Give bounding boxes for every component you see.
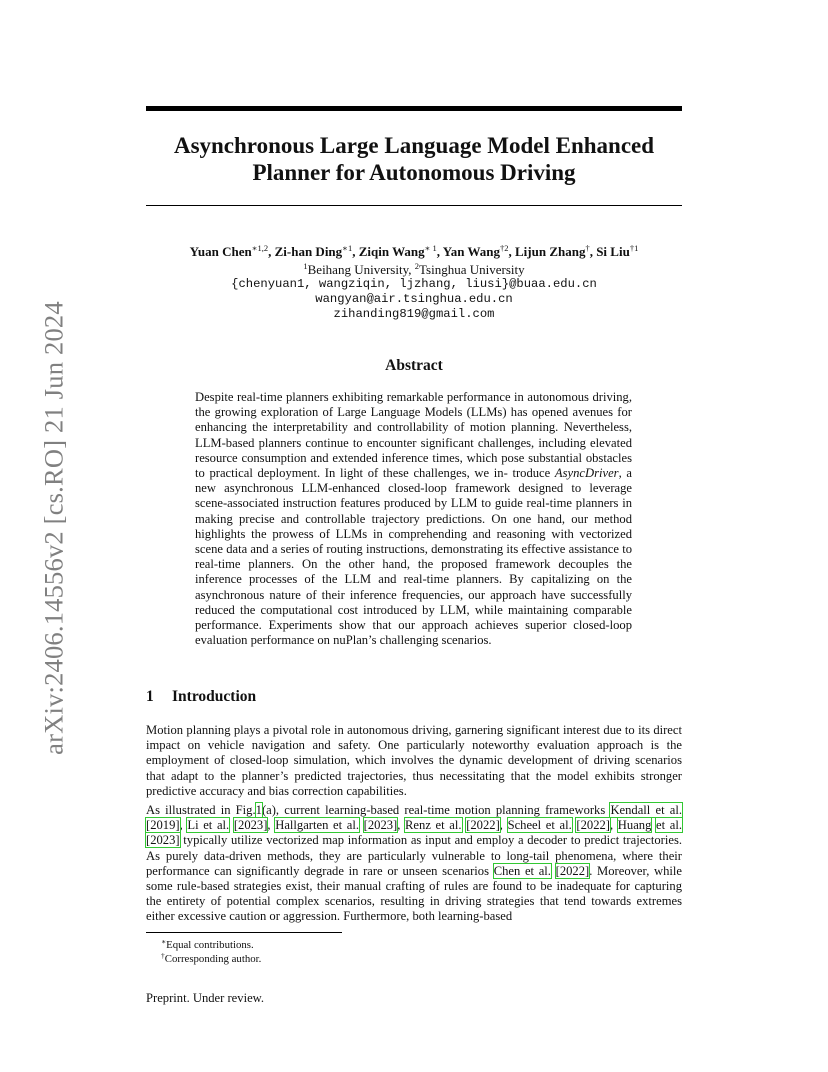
- method-name: AsyncDriver: [554, 466, 619, 481]
- citation-link[interactable]: Chen et al.: [493, 863, 551, 878]
- intro-paragraph-2: As illustrated in Fig.1(a), current learning-based real-time motion planning frameworks Kendall et al. [2019], Li et al. [2023], Hallgarten et al. [2023], Renz et al. [2022], Scheel et al. [2022], Huang et al. [2023] typically utilize vectorized map information as input and employ a decoder to predict trajectories. As purely data-driven methods, they are particularly vulnerable to long-tail phenomena, where their performance can significantly degrade in rare or unseen scenarios Chen et al. [2022]. Moreover, while some rule-based strategies exist, their manual crafting of rules are found to be inadequate for capturing the entirety of potential complex scenarios, resulting in driving strategies that tend towards extremes either excessive caution or aggression. Furthermore, both learning-based: [146, 803, 683, 924]
- email-line: {chenyuan1, wangziqin, ljzhang, liusi}@buaa.edu.cn: [231, 277, 597, 291]
- author: Si Liu$^{\dagger 1}$: [596, 243, 639, 259]
- paper-title: [146, 132, 682, 186]
- affiliations: $^1$Beihang University, $^2$Tsinghua University: [303, 261, 525, 277]
- title-line-2: Planner for Autonomous Driving: [252, 160, 576, 185]
- abstract-text: Despite real-time planners exhibiting remarkable performance in autonomous driving, the growing exploration of Large Language Models (LLMs) has opened avenues for enhancing the interpretability and controllability of motion planning. Nevertheless, LLM-based planners continue to encounter significant challenges, including elevated resource consumption and extended inference times, which pose substantial obstacles to practical deployment. In light of these challenges, we in- troduce AsyncDriver, a new asynchronous LLM-enhanced closed-loop framework designed to leverage scene-associated instruction features produced by LLM to guide real-time planners in making precise and controllable trajectory predictions. On one hand, our method highlights the prowess of LLMs in comprehending and reasoning with vectorized scene data and a series of routing instructions, demonstrating its effective assistance to real-time planners. On the other hand, the proposed framework decouples the inference processes of the LLM and real-time planners. By capitalizing on the asynchronous nature of their inference frequencies, our approach have successfully reduced the computational cost introduced by LLM, while maintaining comparable performance. Experiments show that our approach achieves superior closed-loop evaluation performance on nuPlan’s challenging scenarios.: [195, 390, 632, 648]
- email-line: zihanding819@gmail.com: [333, 307, 495, 321]
- intro-paragraph-1: Motion planning plays a pivotal role in autonomous driving, garnering significant interest due to its direct impact on vehicle navigation and safety. One particularly noteworthy evaluation approach is the employment of closed-loop simulation, which involves the dynamic development of driving scenarios that adapt to the planner’s predicted trajectories, thus necessitating that the model exhibits stronger predictive accuracy and bias correction capabilities.: [146, 723, 682, 798]
- author: Yan Wang$^{\dagger 2}$,: [442, 243, 515, 259]
- section-heading: 1 Introduction: [146, 688, 257, 705]
- citation-link[interactable]: [2022]: [466, 818, 500, 833]
- arxiv-identifier: arXiv:2406.14556v2 [cs.RO] 21 Jun 2024: [38, 301, 69, 755]
- author: Ziqin Wang$^{∗ 1}$,: [358, 243, 443, 259]
- author: Zi-han Ding$^{∗1}$,: [274, 243, 359, 259]
- citation-link[interactable]: Huang: [617, 818, 652, 833]
- citation-link[interactable]: Hallgarten et al.: [275, 818, 359, 833]
- figure-reference-link[interactable]: 1: [255, 803, 262, 817]
- preprint-note: Preprint. Under review.: [146, 991, 265, 1005]
- citation-link[interactable]: Renz et al.: [405, 818, 462, 833]
- citation-link[interactable]: [2019]: [146, 818, 180, 833]
- author: Lijun Zhang†,: [515, 243, 597, 259]
- abstract-heading: Abstract: [385, 357, 443, 374]
- citation-link[interactable]: Scheel et al.: [507, 818, 572, 833]
- title-top-rule: [146, 106, 682, 111]
- title-line-1: Asynchronous Large Language Model Enhanced: [173, 133, 655, 158]
- citation-link[interactable]: Li et al.: [187, 818, 230, 833]
- email-line: wangyan@air.tsinghua.edu.cn: [315, 292, 513, 306]
- footnote-rule: [146, 932, 342, 933]
- footnote: †Corresponding author.: [161, 951, 262, 965]
- footnote: ∗Equal contributions.: [161, 937, 254, 951]
- citation-link[interactable]: et al.: [656, 818, 683, 833]
- author-block: [146, 241, 682, 322]
- citation-link[interactable]: Kendall et al.: [610, 803, 682, 817]
- citation-link[interactable]: [2023]: [146, 833, 180, 848]
- citation-link[interactable]: [2022]: [555, 863, 590, 878]
- author: Yuan Chen$^{∗1,2}$,: [189, 243, 275, 259]
- citation-link[interactable]: [2022]: [576, 818, 610, 833]
- title-bottom-rule: [146, 205, 682, 206]
- citation-link[interactable]: [2023]: [233, 818, 268, 833]
- author-names: [146, 241, 682, 259]
- citation-link[interactable]: [2023]: [363, 818, 398, 833]
